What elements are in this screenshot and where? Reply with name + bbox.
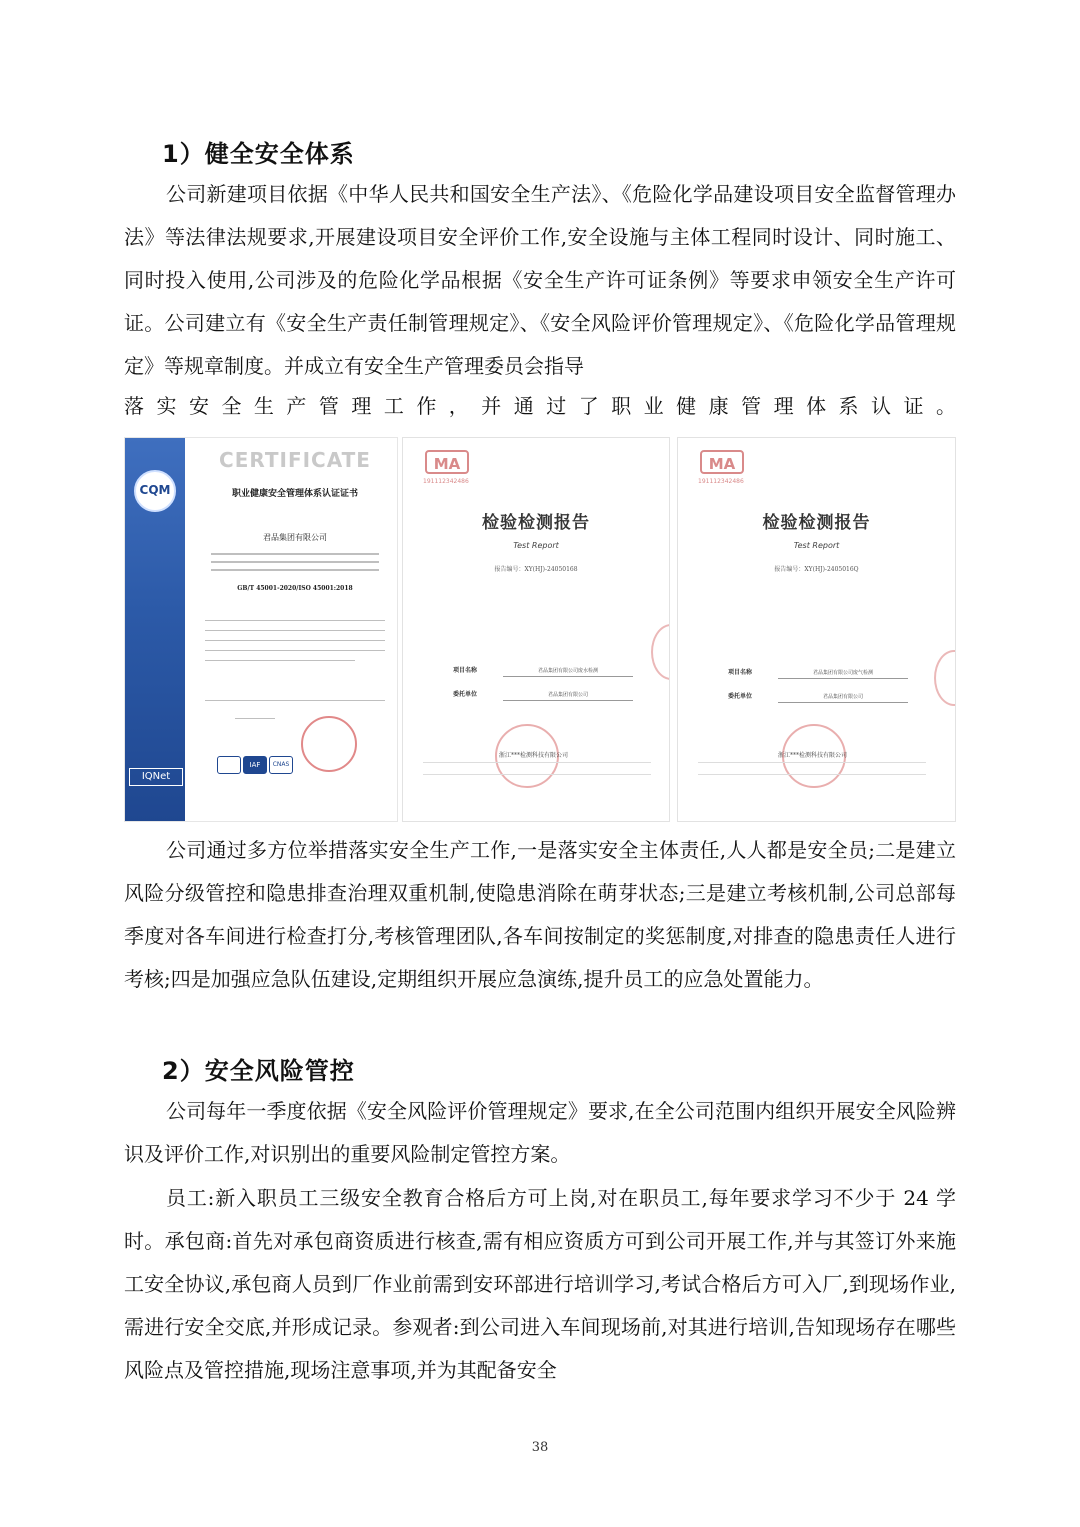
- report-footer: 浙江***检测科技有限公司: [778, 752, 848, 759]
- page-number: 38: [531, 1440, 549, 1455]
- report-client-value: 君品集团有限公司: [547, 692, 588, 698]
- certificate-text-line: [211, 561, 379, 563]
- report-title: 检验检测报告: [482, 513, 590, 533]
- report-item-value: 君品集团有限公司废水检测: [537, 668, 598, 674]
- ma-number: 191112342486: [698, 478, 744, 485]
- report-field-line: [778, 702, 908, 703]
- certificate-company: 君品集团有限公司: [263, 533, 327, 542]
- report-footer-line: [698, 774, 926, 775]
- ma-mark-icon: MA: [700, 450, 744, 474]
- iaf-logo-icon: IAF: [243, 756, 267, 774]
- report-item-label: 项目名称: [453, 667, 478, 674]
- report-footer-line: [423, 762, 651, 763]
- report-side-seal-icon: [934, 650, 956, 706]
- report-footer-line: [698, 762, 926, 763]
- ma-number: 191112342486: [423, 478, 469, 485]
- paragraph-risk-assessment: 公司每年一季度依据《安全风险评价管理规定》要求,在全公司范围内组织开展安全风险辨识及评价工作,对识别出的重要风险制定管控方案。: [124, 1099, 956, 1166]
- report-title-en: Test Report: [793, 541, 840, 550]
- paragraph-safety-system-last-line: 落实安全生产管理工作，并通过了职业健康管理体系认证。: [124, 394, 956, 418]
- paragraph-personnel-training: 员工:新入职员工三级安全教育合格后方可上岗,对在职员工,每年要求学习不少于 24 学时。承包商:首先对承包商资质进行核查,需有相应资质方可到公司开展工作,并与其签订外来施工安全协议,承包商人员到厂作业前需到安环部进行培训学习,考试合格后方可入厂,到现场作业,需进行安全交底,并形成记录。参观者:到公司进入车间现场前,对其进行培训,告知现场存在哪些风险点及管控措施,现场注意事项,并为其配备安全: [124, 1186, 956, 1382]
- report-number: 报告编号：XY(HJ)-24050168: [494, 566, 578, 573]
- certificate-text-line: [211, 553, 379, 555]
- cnas-logo-icon: CNAS: [269, 756, 293, 774]
- report-item-label: 项目名称: [728, 669, 753, 676]
- certificate-text-line: [205, 620, 385, 621]
- certification-mark-icon: [217, 756, 241, 774]
- report-number: 报告编号：XY(HJ)-2405016Q: [774, 566, 859, 573]
- certificate-text-line: [205, 640, 385, 641]
- paragraph-safety-measures: 公司通过多方位举措落实安全生产工作,一是落实安全主体责任,人人都是安全员;二是建立风险分级管控和隐患排查治理双重机制,使隐患消除在萌芽状态;三是建立考核机制,公司总部每季度对各车间进行检查打分,考核管理团队,各车间按制定的奖惩制度,对排查的隐患责任人进行考核;四是加强应急队伍建设,定期组织开展应急演练,提升员工的应急处置能力。: [124, 838, 956, 991]
- section-heading-1: 1）健全安全体系: [162, 140, 355, 168]
- report-field-line: [778, 678, 908, 679]
- certificate-text-line: [205, 660, 355, 661]
- report-field-line: [503, 676, 633, 677]
- certificate-standard: GB/T 45001-2020/ISO 45001:2018: [237, 585, 353, 592]
- report-field-line: [503, 700, 633, 701]
- certificate-subtitle: 职业健康安全管理体系认证证书: [231, 489, 358, 499]
- section-heading-2: 2）安全风险管控: [162, 1057, 355, 1085]
- report-side-seal-icon: [651, 624, 670, 680]
- ma-mark-icon: MA: [425, 450, 469, 474]
- report-client-label: 委托单位: [728, 693, 753, 700]
- report-title: 检验检测报告: [762, 513, 871, 533]
- certificate-text-line: [211, 569, 379, 571]
- iqnet-logo-icon: IQNet: [129, 768, 183, 786]
- report-footer-line: [423, 774, 651, 775]
- report-client-label: 委托单位: [453, 691, 478, 698]
- certificate-seal-icon: [301, 716, 357, 772]
- certificate-signature-line: [235, 718, 275, 719]
- certificate-text-line: [205, 650, 385, 651]
- report-client-value: 君品集团有限公司: [822, 694, 863, 700]
- report-footer: 浙江***检测科技有限公司: [499, 752, 569, 759]
- report-item-value: 君品集团有限公司废气检测: [812, 670, 873, 676]
- report-title-en: Test Report: [513, 541, 559, 550]
- certificate-text-line: [205, 700, 385, 701]
- test-report-1-image: [402, 437, 670, 822]
- paragraph-safety-system: 公司新建项目依据《中华人民共和国安全生产法》、《危险化学品建设项目安全监督管理办法》等法律法规要求,开展建设项目安全评价工作,安全设施与主体工程同时设计、同时施工、同时投入使用,公司涉及的危险化学品根据《安全生产许可证条例》等要求申领安全生产许可证。公司建立有《安全生产责任制管理规定》、《安全风险评价管理规定》、《危险化学品管理规定》等规章制度。并成立有安全生产管理委员会指导: [124, 182, 956, 378]
- ohs-certificate-image: [124, 437, 398, 822]
- certificate-title: CERTIFICATE: [219, 448, 371, 472]
- certificates-figure: [124, 437, 956, 822]
- cqm-logo-icon: CQM: [134, 470, 176, 512]
- certificate-text-line: [205, 630, 385, 631]
- test-report-2-image: [677, 437, 956, 822]
